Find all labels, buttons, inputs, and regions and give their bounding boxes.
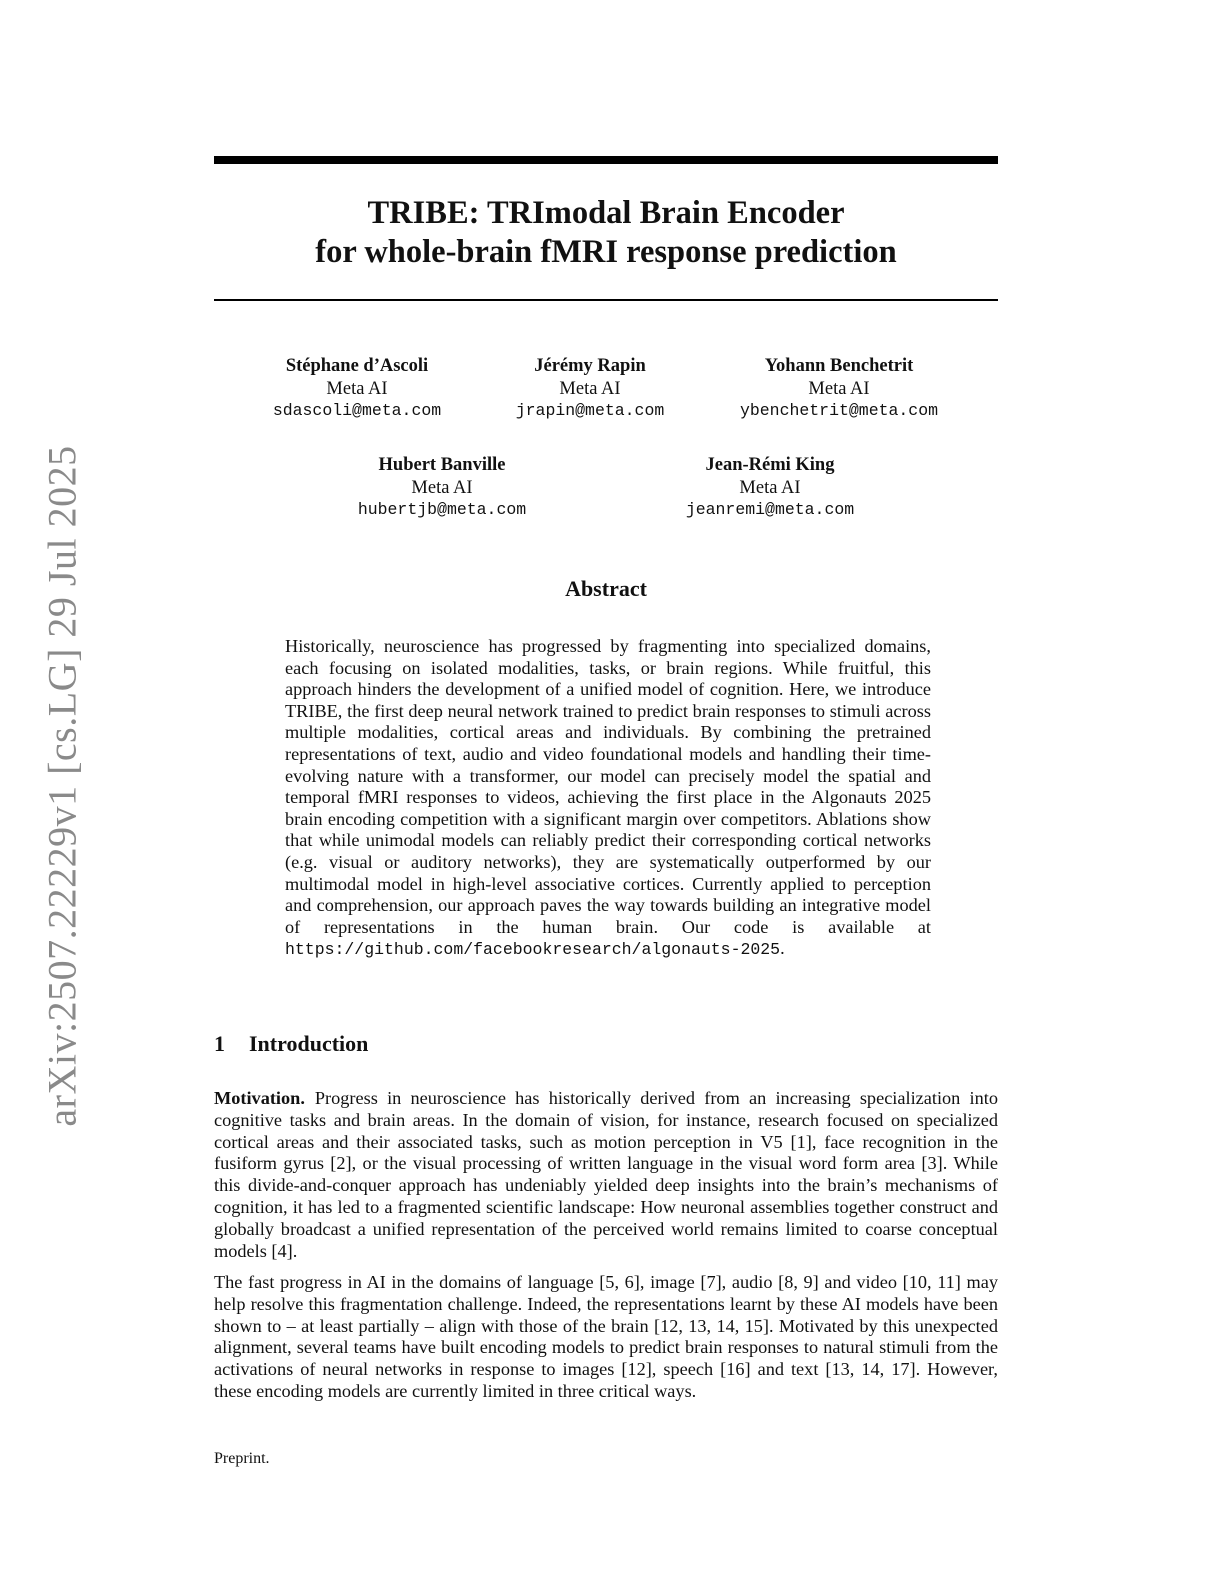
paragraph-runin-heading: Motivation. [214,1088,305,1108]
author-email: jrapin@meta.com [515,401,665,420]
arxiv-side-stamp: arXiv:2507.22229v1 [cs.LG] 29 Jul 2025 [39,445,85,1127]
paragraph-text: Progress in neuroscience has historically derived from an increasing specialization into cognitive tasks and brain areas. In the domain of vision, for instance, research focused on specialized cortical areas and their associated tasks, such as motion perception in V5 [1], face recognition in the fusiform gyrus [2], or the visual processing of written language in the visual word form area [3]. While this divide-and-conquer approach has undeniably yielded deep insights into the brain’s mechanisms of cognition, it has led to a fragmented scientific landscape: How neuronal assemblies together construct and globally broadcast a unified representation of the perceived world remains limited to coarse conceptual models [4]. [214,1088,998,1261]
intro-paragraph-2 [214,1272,998,1403]
author-name: Yohann Benchetrit [764,356,914,376]
author-name: Jérémy Rapin [534,356,646,376]
author-block [724,355,954,423]
author-email: ybenchetrit@meta.com [739,401,939,420]
section-number: 1 [214,1031,225,1056]
footer-note: Preprint. [214,1450,270,1467]
author-block [342,454,542,522]
title-line-2: for whole-brain fMRI response prediction [315,234,897,270]
abstract-body [285,636,931,961]
section-heading [214,1031,368,1057]
abstract-heading: Abstract [565,576,647,601]
abstract-end: . [780,938,785,959]
paragraph-text: The fast progress in AI in the domains of language [5, 6], image [7], audio [8, 9] and video [10, 11] may help resolve this fragmentation challenge. Indeed, the representations learnt by these AI models have been shown to – at least partially – align with those of the brain [12, 13, 14, 15]. Motivated by this unexpected alignment, several teams have built encoding models to predict brain responses to natural stimuli from the activations of neural networks in response to images [12], speech [16] and text [13, 14, 17]. However, these encoding models are currently limited in three critical ways. [214,1272,998,1401]
title-rule-top [214,156,998,164]
title-line-1: TRIBE: TRImodal Brain Encoder [367,195,845,231]
author-email: jeanremi@meta.com [685,500,855,519]
author-name: Jean-Rémi King [705,455,835,475]
title-rule-bottom [214,299,998,301]
section-title: Introduction [249,1031,369,1056]
author-email: hubertjb@meta.com [357,500,527,519]
author-email: sdascoli@meta.com [272,401,442,420]
author-block [257,355,457,423]
author-affiliation: Meta AI [326,378,388,399]
author-name: Hubert Banville [378,455,506,475]
author-affiliation: Meta AI [559,378,621,399]
intro-paragraph-motivation [214,1088,998,1262]
paper-title [214,194,998,272]
abstract-text: Historically, neuroscience has progressed by fragmenting into specialized domains, each focusing on isolated modalities, tasks, or brain regions. While fruitful, this approach hinders the development of a unified model of cognition. Here, we introduce TRIBE, the first deep neural network trained to predict brain responses to stimuli across multiple modalities, cortical areas and individuals. By combining the pretrained representations of text, audio and video foundational models and handling their time-evolving nature with a transformer, our model can precisely model the spatial and temporal fMRI responses to videos, achieving the first place in the Algonauts 2025 brain encoding competition with a significant margin over competitors. Ablations show that while unimodal models can reliably predict their corresponding cortical networks (e.g. visual or auditory networks), they are systematically outperformed by our multimodal model in high-level associative cortices. Currently applied to perception and comprehension, our approach paves the way towards building an integrative model of representations in the human brain. Our code is available at [285,636,931,937]
author-name: Stéphane d’Ascoli [285,356,429,376]
author-affiliation: Meta AI [808,378,870,399]
author-affiliation: Meta AI [411,477,473,498]
author-block [500,355,680,423]
author-block [670,454,870,522]
code-url-link[interactable]: https://github.com/facebookresearch/algonauts-2025 [285,940,781,960]
author-affiliation: Meta AI [739,477,801,498]
